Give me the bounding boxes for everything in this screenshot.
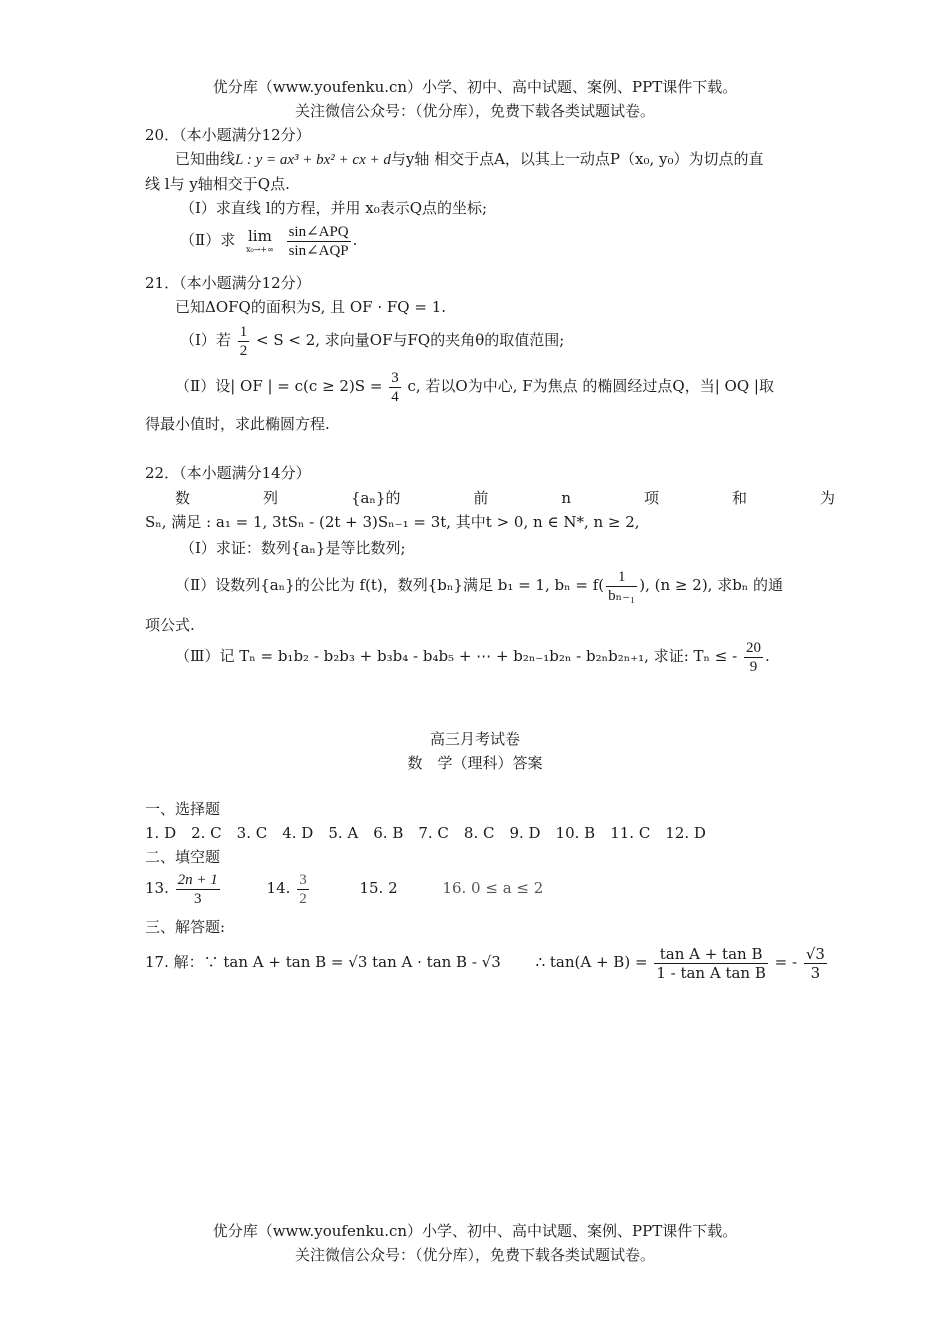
q21-part1-prefix: （Ⅰ）若 xyxy=(180,331,231,349)
fill-13-frac xyxy=(176,871,220,908)
fill-14-num: 3 xyxy=(299,871,307,888)
q21-part2 xyxy=(175,364,774,408)
q22-stem-word: {aₙ}的 xyxy=(350,489,401,507)
q22-stem-word: 项 xyxy=(644,489,660,507)
q21-part1-rest: < S < 2, 求向量OF与FQ的夹角θ的取值范围; xyxy=(256,331,565,349)
q22-stem-word: 列 xyxy=(262,489,278,507)
q22-stem-word: 为 xyxy=(819,489,835,507)
fill-13-den: 3 xyxy=(193,890,202,907)
fill-16: 16. 0 ≤ a ≤ 2 xyxy=(442,879,544,897)
footer-line-1: 优分库（www.youfenku.cn）小学、初中、高中试题、案例、PPT课件下载。 xyxy=(212,1222,738,1240)
q20-curve: L : y = ax³ + bx² + cx + d xyxy=(235,152,391,168)
s17-result-frac xyxy=(804,945,827,982)
q21-part1-frac-den: 2 xyxy=(239,342,248,359)
header-line-2: 关注微信公众号：（优分库），免费下载各类试题试卷。 xyxy=(294,102,655,120)
fill-14-den: 2 xyxy=(299,890,307,907)
q20-num: sin∠APQ xyxy=(288,223,349,240)
q22-stem-word-row xyxy=(175,487,835,509)
q22-part2-end: 项公式. xyxy=(145,616,195,634)
solution-17 xyxy=(145,940,829,984)
q21-title: 21．（本小题满分12分） xyxy=(145,274,311,292)
footer-line-2: 关注微信公众号：（优分库），免费下载各类试题试卷。 xyxy=(294,1246,655,1264)
q22-part2-prefix: （Ⅱ）设数列{aₙ}的公比为 f(t)，数列{bₙ}满足 b₁ = 1, bₙ = f( xyxy=(175,576,605,594)
q21-stem: 已知ΔOFQ的面积为S, 且 OF · FQ = 1. xyxy=(175,298,447,316)
q22-part3: （Ⅲ）记 Tₙ = b₁b₂ - b₂b₃ + b₃b₄ - b₄b₅ + ⋯ + b₂ₙ₋₁b₂ₙ - b₂ₙb₂ₙ₊₁, 求证: Tₙ ≤ - $\frac{20}{9}$ . xyxy=(175,639,770,675)
q22-stem-2: Sₙ, 满足 : a₁ = 1, 3tSₙ - (2t + 3)Sₙ₋₁ = 3t, 其中t > 0, n ∈ N*, n ≥ 2, xyxy=(145,513,640,531)
q20-part2: （Ⅱ）求 lim x₀→+∞ $\frac{\text{sin∠APQ}}{\text{sin∠AQP}}$ . xyxy=(180,223,358,259)
q22-part3-frac-den: 9 xyxy=(749,658,758,675)
s17-eq: = - xyxy=(774,953,798,971)
section-choice: 一、选择题 xyxy=(145,800,221,818)
q22-part2 xyxy=(175,563,783,607)
q22-part2-rest: ), (n ≥ 2), 求bₙ 的通 xyxy=(639,576,784,594)
q21-part2-rest: c, 若以O为中心, F为焦点 的椭圆经过点Q，当| OQ |取 xyxy=(407,377,774,395)
q20-limit xyxy=(246,227,274,255)
q20-stem-a: 已知曲线 xyxy=(175,150,236,168)
answer-title-1: 高三月考试卷 xyxy=(429,730,520,748)
s17-den: 1 - tan A tan B xyxy=(656,963,766,982)
q22-part3-frac-num: 20 xyxy=(745,639,761,656)
fill-13-num: 2n + 1 xyxy=(177,871,218,888)
q20-part1: （Ⅰ）求直线 l的方程，并用 x₀表示Q点的坐标; xyxy=(180,199,488,217)
q22-part2-frac xyxy=(606,568,637,605)
header-line-1: 优分库（www.youfenku.cn）小学、初中、高中试题、案例、PPT课件下载。 xyxy=(212,78,738,96)
q21-part1-frac xyxy=(238,323,250,360)
q20-lim-sub: x₀→+∞ xyxy=(245,245,274,254)
q22-part2-frac-den: bₙ₋₁ xyxy=(608,587,636,604)
choice-answers: 1. D 2. C 3. C 4. D 5. A 6. B 7. C 8. C 9. D 10. B 11. C 12. D xyxy=(145,824,706,842)
s17-frac xyxy=(654,945,768,982)
q20-part2-prefix: （Ⅱ）求 xyxy=(180,231,236,249)
q21-part2-frac xyxy=(389,369,401,406)
q21-part2-frac-num: 3 xyxy=(391,369,399,386)
q21-part1-frac-num: 1 xyxy=(239,323,248,340)
fill-13-label: 13. xyxy=(145,879,169,897)
q20-den: sin∠AQP xyxy=(288,242,349,259)
q20-stem-c: 线 l与 y轴相交于Q点. xyxy=(145,175,290,193)
section-fill: 二、填空题 xyxy=(145,848,221,866)
q20-stem-b: 与y轴 相交于点A，以其上一动点P（x₀, y₀）为切点的直 xyxy=(390,150,764,168)
s17-result-num: √3 xyxy=(805,944,825,963)
q22-title: 22．（本小题满分14分） xyxy=(145,464,311,482)
s17-num: tan A + tan B xyxy=(654,945,768,964)
fill-15: 15. 2 xyxy=(359,879,398,897)
q22-stem-word: 数 xyxy=(175,489,191,507)
q21-part2-frac-den: 4 xyxy=(391,388,399,405)
q21-part2-prefix: （Ⅱ）设| OF | = c(c ≥ 2)S = xyxy=(175,377,383,395)
q22-part1: （Ⅰ）求证：数列{aₙ}是等比数列; xyxy=(180,539,406,557)
q21-part2-end: 得最小值时，求此椭圆方程. xyxy=(145,415,330,433)
q20-title: 20．（本小题满分12分） xyxy=(145,126,311,144)
answer-title-2: 数 学（理科）答案 xyxy=(407,754,543,772)
fill-answers xyxy=(145,866,543,910)
q20-stem xyxy=(175,148,764,171)
s17-part-a: 17. 解：∵ tan A + tan B = √3 tan A · tan B - √3 xyxy=(145,953,501,971)
q22-part3-prefix: （Ⅲ）记 Tₙ = b₁b₂ - b₂b₃ + b₃b₄ - b₄b₅ + ⋯ + b₂ₙ₋₁b₂ₙ - b₂ₙb₂ₙ₊₁, 求证: Tₙ ≤ - xyxy=(175,647,738,665)
fill-14-label: 14. xyxy=(266,879,291,897)
s17-part-b: ∴ tan(A + B) = xyxy=(535,953,648,971)
q20-fraction xyxy=(287,223,351,260)
q21-part1 xyxy=(180,318,564,362)
q22-stem-word: n xyxy=(561,489,572,507)
section-solve: 三、解答题: xyxy=(145,918,226,936)
q22-stem-word: 前 xyxy=(473,489,489,507)
q22-part2-frac-num: 1 xyxy=(606,568,637,587)
q22-part3-frac xyxy=(744,639,763,676)
fill-14-frac xyxy=(297,871,309,908)
q22-stem-words xyxy=(175,487,835,509)
q20-lim: lim xyxy=(247,227,272,245)
s17-result-den: 3 xyxy=(810,963,821,982)
q22-stem-word: 和 xyxy=(731,489,747,507)
